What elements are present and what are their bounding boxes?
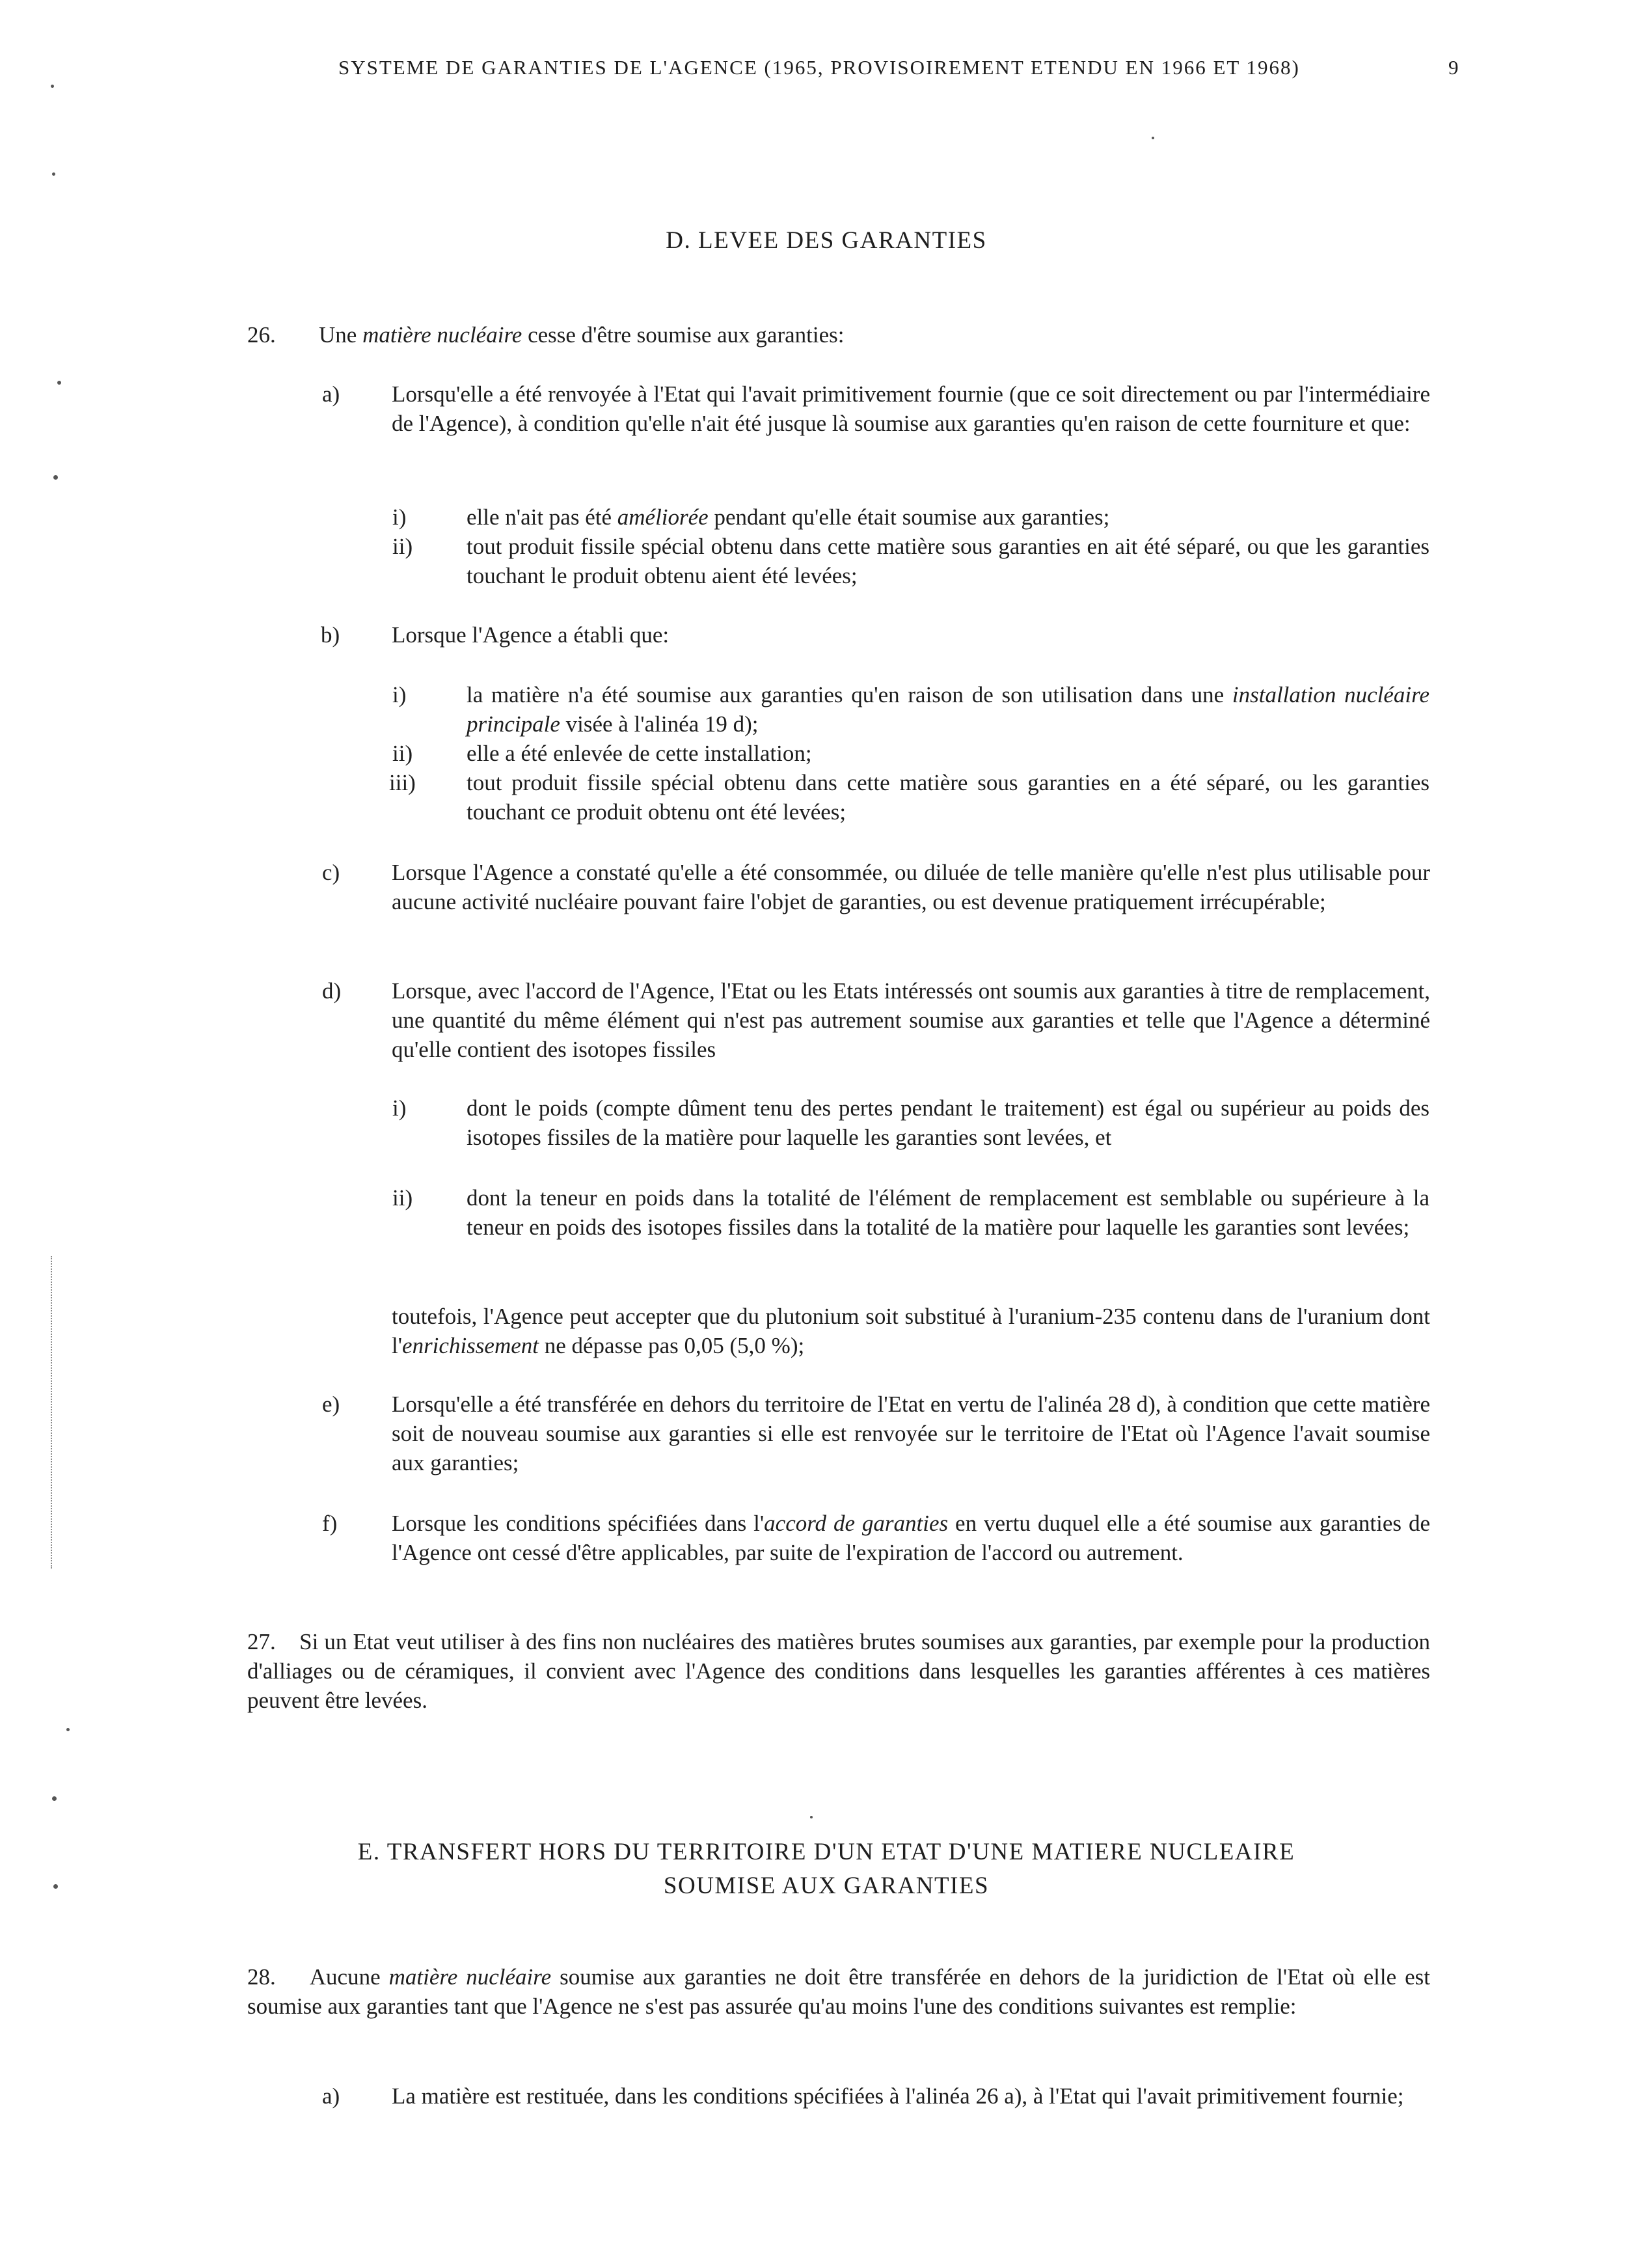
item-26b-i-text: la matière n'a été soumise aux garanties qu'en raison de son utilisation dans une installation nucléaire principale visée à l'alinéa 19 d); [467, 682, 1429, 737]
item-26b-ii-text: elle a été enlevée de cette installation; [467, 741, 812, 766]
item-26d-i-text: dont le poids (compte dûment tenu des pertes pendant le traitement) est égal ou supérieur au poids des isotopes fissiles de la matière pour laquelle les garanties sont levées, et [467, 1095, 1429, 1150]
scan-speck [52, 172, 55, 176]
item-26c-text: Lorsque l'Agence a constaté qu'elle a été consommée, ou diluée de telle manière qu'elle n'est plus utilisable pour aucune activité nucléaire pouvant faire l'objet de garanties, ou est devenue pratiquement irrécupérable; [392, 860, 1430, 914]
item-26d-i-label: i) [392, 1095, 407, 1121]
item-26f-label: f) [322, 1511, 338, 1536]
paragraph-27: 27. Si un Etat veut utiliser à des fins non nucléaires des matières brutes soumises aux garanties, par exemple pour la production d'alliages ou de céramiques, il convient avec l'Agence des conditions dans lesquelles les garanties afférentes à ces matières peuvent être levées. [247, 1629, 1430, 1713]
scan-speck [52, 1796, 57, 1801]
paragraph-27-number: 27. [247, 1629, 276, 1654]
paragraph-28: 28. Aucune matière nucléaire soumise aux garanties ne doit être transférée en dehors de la juridiction de l'Etat où elle est soumise aux garanties tant que l'Agence ne s'est pas assurée qu'au moins l'une des conditions suivantes est remplie: [247, 1964, 1430, 2019]
item-26a-ii-label: ii) [392, 534, 413, 559]
item-26b-label: b) [321, 622, 340, 648]
item-26a-ii-text: tout produit fissile spécial obtenu dans cette matière sous garanties en ait été séparé, ou que les garanties touchant le produit obtenu aient été levées; [467, 534, 1429, 588]
item-26e-label: e) [322, 1391, 340, 1417]
item-26f-text: Lorsque les conditions spécifiées dans l'accord de garanties en vertu duquel elle a été soumise aux garanties de l'Agence ont cessé d'être applicables, par suite de l'expiration de l'accord ou autrement. [392, 1511, 1430, 1565]
section-e-title: E. TRANSFERT HORS DU TERRITOIRE D'UN ETAT D'UNE MATIERE NUCLEAIRE SOUMISE AUX GARANTIES [357, 1839, 1295, 1899]
scan-speck [51, 85, 54, 88]
scan-speck [57, 381, 61, 385]
item-26a-i-text: elle n'ait pas été améliorée pendant qu'elle était soumise aux garanties; [467, 504, 1110, 530]
scan-speck [1152, 137, 1154, 139]
running-header: SYSTEME DE GARANTIES DE L'AGENCE (1965, PROVISOIREMENT ETENDU EN 1966 ET 1968) [338, 56, 1300, 79]
item-26b-text: Lorsque l'Agence a établi que: [392, 622, 670, 648]
defined-term: améliorée [617, 504, 709, 530]
defined-term: accord de garanties [764, 1511, 949, 1536]
defined-term: matière nucléaire [362, 322, 522, 348]
paragraph-26: Une matière nucléaire cesse d'être soumise aux garanties: [319, 322, 845, 348]
paragraph-28-number: 28. [247, 1964, 276, 1990]
scan-speck [66, 1728, 70, 1731]
item-26b-i-label: i) [392, 682, 407, 707]
section-d-title: D. LEVEE DES GARANTIES [666, 227, 987, 254]
page-number: 9 [1448, 56, 1459, 79]
item-26c-label: c) [322, 860, 340, 885]
item-26b-iii-label: iii) [389, 770, 416, 795]
defined-term: enrichissement [402, 1333, 539, 1358]
item-26a-text: Lorsqu'elle a été renvoyée à l'Etat qui l'avait primitivement fournie (que ce soit directement ou par l'intermédiaire de l'Agence), à condition qu'elle n'ait été jusque là soumise aux garanties qu'en raison de cette fourniture et que: [392, 381, 1430, 436]
item-28a-text: La matière est restituée, dans les conditions spécifiées à l'alinéa 26 a), à l'Etat qui l'avait primitivement fournie; [392, 2083, 1404, 2109]
item-26d-text: Lorsque, avec l'accord de l'Agence, l'Etat ou les Etats intéressés ont soumis aux garanties à titre de remplacement, une quantité du même élément qui n'est pas autrement soumise aux garanties et telle que l'Agence a déterminé qu'elle contient des isotopes fissiles [392, 978, 1430, 1062]
scan-speck [810, 1816, 813, 1818]
defined-term: installation nucléaire principale [467, 682, 1429, 737]
item-26a-label: a) [322, 381, 340, 407]
item-26b-iii-text: tout produit fissile spécial obtenu dans cette matière sous garanties en a été séparé, ou les garanties touchant ce produit obtenu ont été levées; [467, 770, 1429, 825]
paragraph-26-number: 26. [247, 322, 276, 348]
item-26d-label: d) [322, 978, 342, 1004]
scan-speck [53, 475, 58, 480]
item-26d-tail: toutefois, l'Agence peut accepter que du plutonium soit substitué à l'uranium-235 contenu dans de l'uranium dont l'enrichissement ne dépasse pas 0,05 (5,0 %); [392, 1304, 1430, 1358]
scan-margin-mark [51, 1256, 52, 1569]
item-26e-text: Lorsqu'elle a été transférée en dehors du territoire de l'Etat en vertu de l'alinéa 28 d), à condition que cette matière soit de nouveau soumise aux garanties si elle est renvoyée sur le territoire de l'Etat où l'Agence l'avait soumise aux garanties; [392, 1391, 1430, 1475]
item-26a-i-label: i) [392, 504, 407, 530]
item-26d-ii-text: dont la teneur en poids dans la totalité de l'élément de remplacement est semblable ou supérieure à la teneur en poids des isotopes fissiles dans la totalité de la matière pour laquelle les garanties sont levées; [467, 1185, 1429, 1240]
item-28a-label: a) [322, 2083, 340, 2109]
item-26d-ii-label: ii) [392, 1185, 413, 1211]
item-26b-ii-label: ii) [392, 741, 413, 766]
scan-speck [53, 1884, 58, 1889]
defined-term: matière nucléaire [388, 1964, 552, 1990]
